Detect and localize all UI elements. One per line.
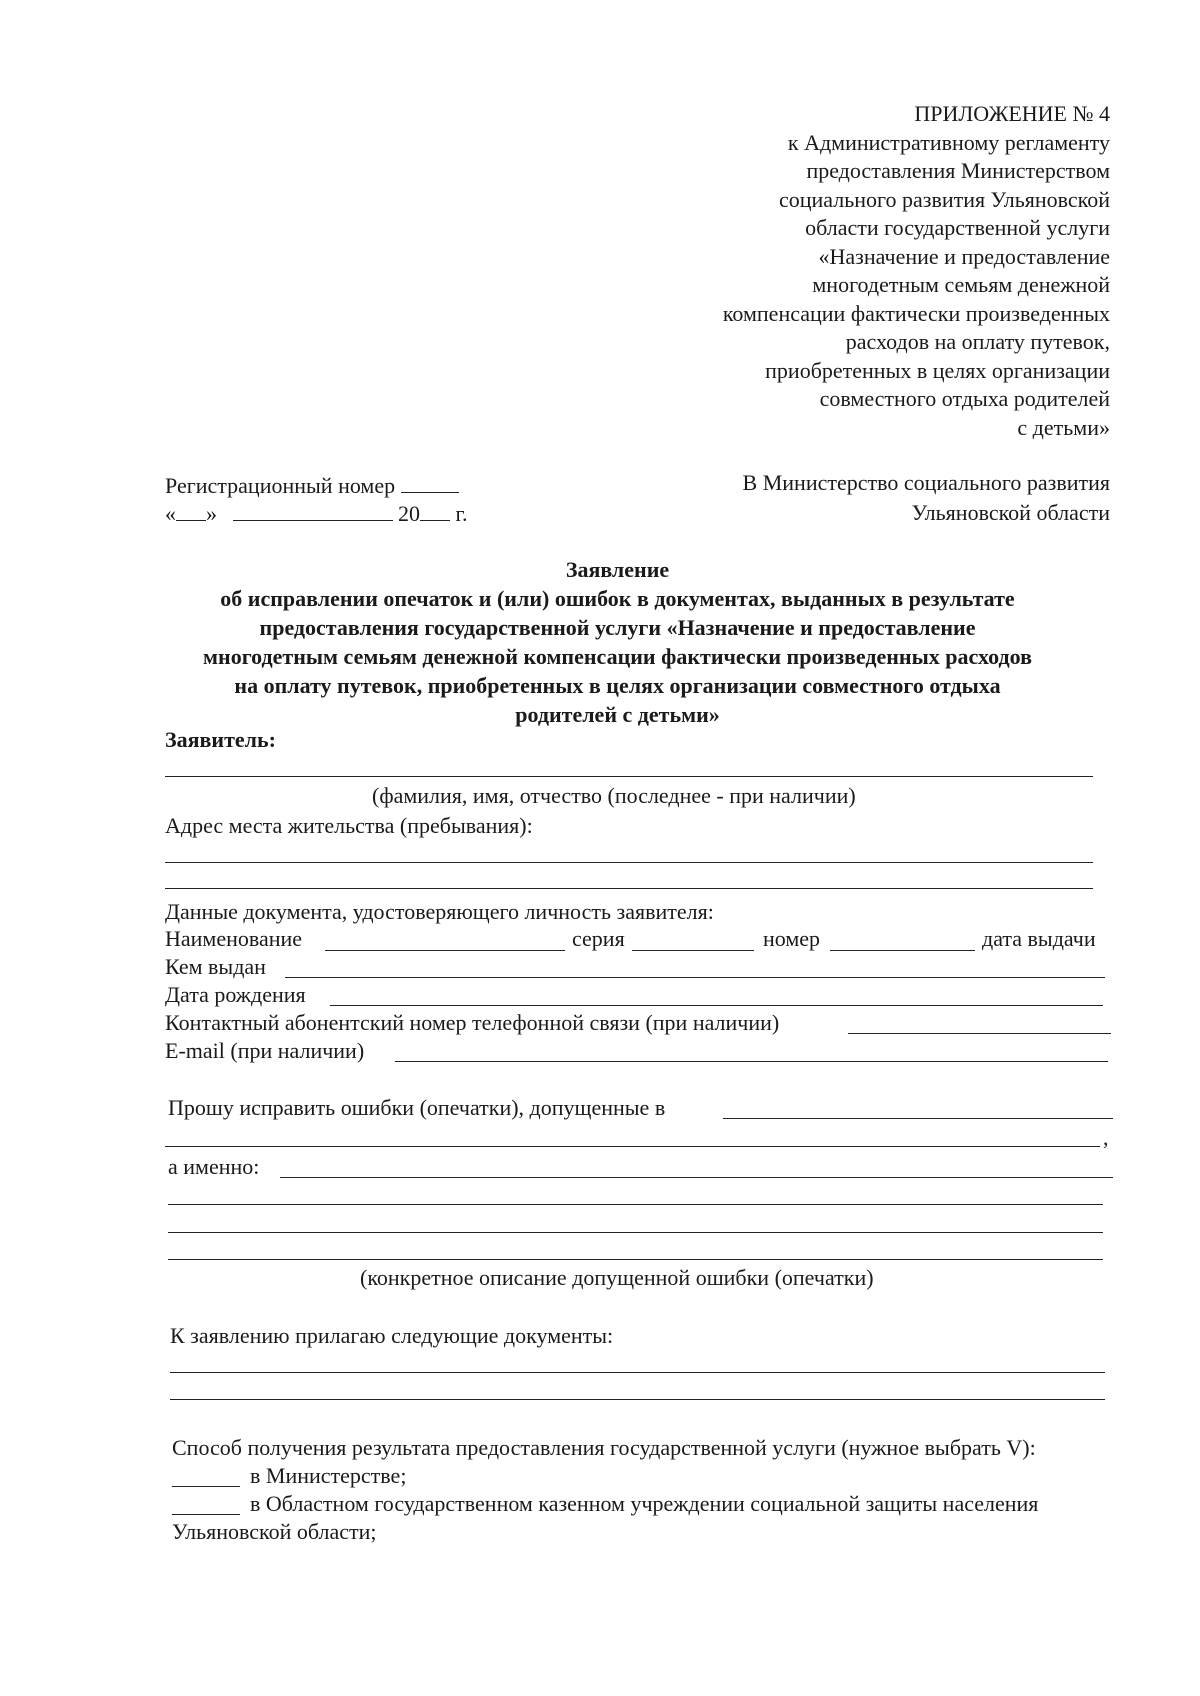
id-doc-label: Данные документа, удостоверяющего личность заявителя: (165, 899, 714, 924)
series-label: серия (572, 926, 625, 951)
phone-field[interactable] (848, 1033, 1111, 1034)
fio-caption: (фамилия, имя, отчество (последнее - при наличии) (372, 783, 856, 808)
appendix-line: компенсации фактически произведенных (722, 300, 1110, 326)
date-open-quote: « (165, 501, 176, 526)
namely-label: а именно: (168, 1154, 260, 1179)
year-suffix: г. (455, 501, 468, 526)
attach-field-2[interactable] (170, 1399, 1105, 1400)
email-label: E-mail (при наличии) (165, 1038, 365, 1063)
registration-day-field[interactable] (176, 502, 206, 521)
attach-label: К заявлению прилагаю следующие документы: (170, 1323, 614, 1348)
appendix-header (723, 100, 1110, 442)
correct-label: Прошу исправить ошибки (опечатки), допущенные в (168, 1095, 666, 1120)
doc-number-field[interactable] (830, 950, 975, 951)
appendix-line: ПРИЛОЖЕНИЕ № 4 (914, 101, 1110, 126)
applicant-label: Заявитель: (165, 727, 276, 752)
fio-field[interactable] (165, 776, 1093, 777)
title-line: на оплату путевок, приобретенных в целях организации совместного отдыха (234, 673, 1001, 698)
attach-field-1[interactable] (170, 1372, 1105, 1373)
comma: , (1103, 1125, 1109, 1150)
addressee-block (743, 468, 1110, 528)
correct-in-field[interactable] (723, 1118, 1113, 1119)
registration-block (165, 472, 468, 528)
title-line: предоставления государственной услуги «Назначение и предоставление (259, 615, 976, 640)
option2-label-line1: в Областном государственном казенном учреждении социальной защиты населения (250, 1491, 1039, 1516)
phone-label: Контактный абонентский номер телефонной связи (при наличии) (165, 1010, 780, 1035)
namely-field-1[interactable] (280, 1177, 1113, 1178)
address-field-2[interactable] (165, 888, 1093, 889)
title-line: Заявление (565, 557, 670, 582)
issue-date-label: дата выдачи (982, 926, 1096, 951)
address-field-1[interactable] (165, 862, 1093, 863)
title-line: многодетным семьям денежной компенсации фактически произведенных расходов (203, 644, 1032, 669)
issued-by-label: Кем выдан (165, 954, 266, 979)
appendix-line: совместного отдыха родителей (819, 386, 1110, 411)
correct-in-field-2[interactable] (165, 1146, 1100, 1147)
option1-label: в Министерстве; (250, 1463, 407, 1488)
registration-year-field[interactable] (420, 502, 450, 521)
error-caption: (конкретное описание допущенной ошибки (опечатки) (360, 1265, 874, 1290)
namely-field-3[interactable] (168, 1232, 1103, 1233)
appendix-line: области государственной услуги (805, 215, 1110, 240)
appendix-line: расходов на оплату путевок, (845, 329, 1110, 354)
registration-month-field[interactable] (233, 502, 393, 521)
option1-checkbox[interactable] (172, 1486, 240, 1487)
option2-checkbox[interactable] (172, 1514, 240, 1515)
email-field[interactable] (395, 1061, 1108, 1062)
appendix-line: приобретенных в целях организации (765, 357, 1110, 383)
method-label: Способ получения результата предоставления государственной услуги (нужное выбрать V): (172, 1435, 1036, 1460)
name-label: Наименование (165, 926, 303, 951)
issued-by-field[interactable] (285, 977, 1105, 978)
birth-date-label: Дата рождения (165, 982, 306, 1007)
appendix-line: социального развития Ульяновской (778, 186, 1110, 212)
appendix-line: предоставления Министерством (806, 158, 1110, 183)
appendix-line: с детьми» (1017, 414, 1110, 440)
appendix-line: «Назначение и предоставление (818, 243, 1110, 269)
number-label: номер (763, 926, 821, 951)
option2-label-line2: Ульяновской области; (172, 1519, 377, 1544)
doc-name-field[interactable] (325, 950, 565, 951)
registration-number-field[interactable] (401, 474, 459, 493)
doc-series-field[interactable] (632, 950, 754, 951)
addressee-line1: В Министерство социального развития (742, 470, 1110, 495)
year-prefix: 20 (398, 501, 420, 526)
addressee-line2: Ульяновской области (911, 500, 1110, 525)
birth-date-field[interactable] (330, 1005, 1103, 1006)
date-close-quote: » (206, 501, 217, 526)
appendix-line: к Административному регламенту (787, 129, 1110, 155)
namely-field-4[interactable] (168, 1259, 1103, 1260)
address-label: Адрес места жительства (пребывания): (165, 813, 533, 838)
appendix-line: многодетным семьям денежной (812, 272, 1110, 297)
registration-number-label: Регистрационный номер (165, 473, 396, 498)
title-line: об исправлении опечаток и (или) ошибок в документах, выданных в результате (220, 586, 1015, 611)
document-title (150, 555, 1085, 729)
namely-field-2[interactable] (168, 1204, 1103, 1205)
title-line: родителей с детьми» (515, 702, 720, 727)
